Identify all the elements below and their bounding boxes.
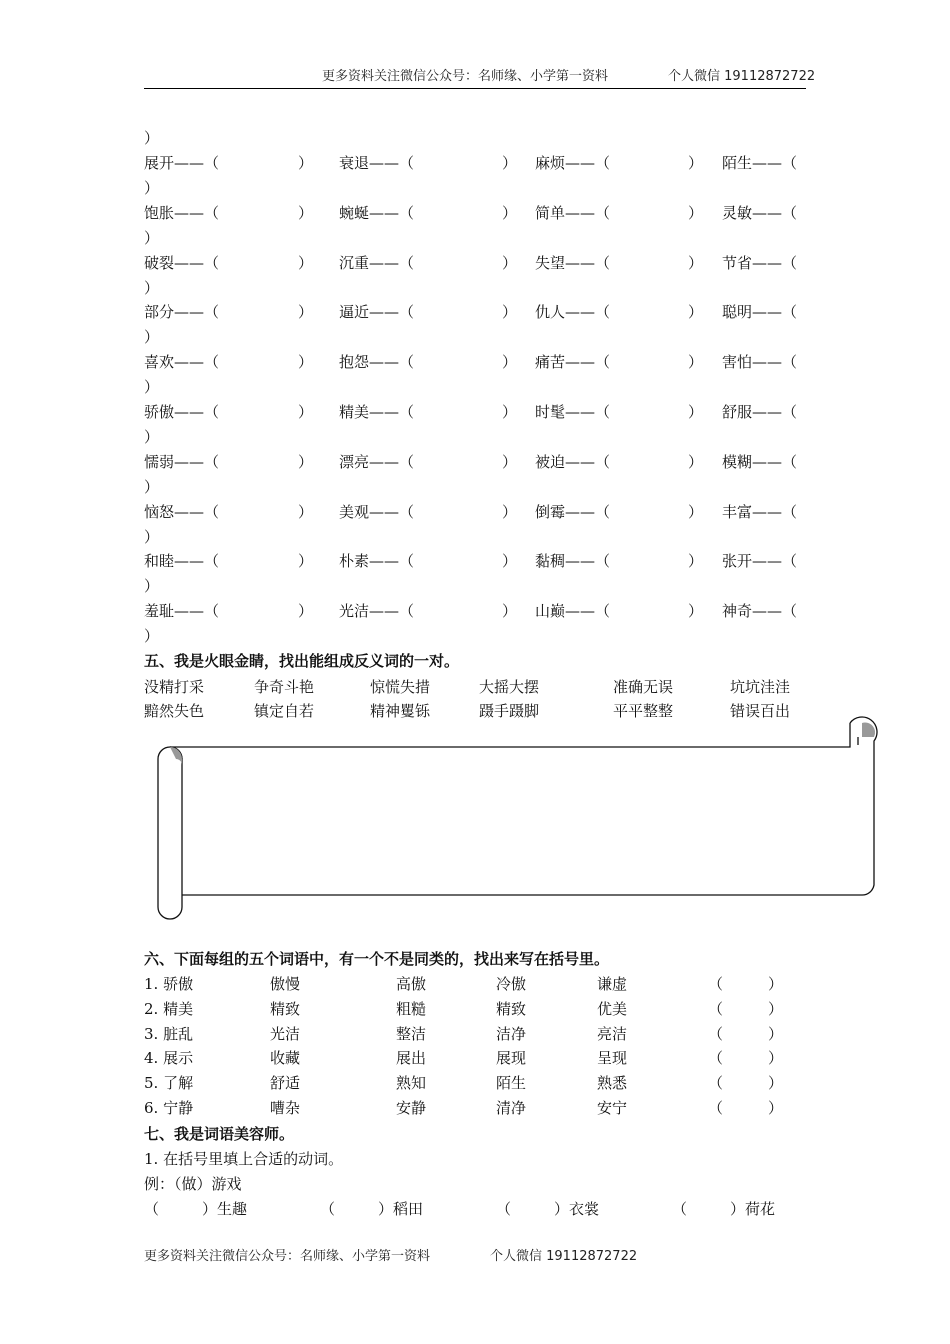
- close-paren: ）: [688, 353, 704, 372]
- open-paren: （: [708, 999, 724, 1018]
- scroll-answer-box: [150, 715, 880, 927]
- antonym-word: 痛苦——（: [535, 353, 611, 372]
- close-paren: ）: [688, 502, 704, 521]
- antonym-word: 时髦——（: [535, 403, 611, 421]
- header-rule: [144, 88, 806, 89]
- antonym-word: 沉重——（: [339, 253, 415, 272]
- group-word: 陌生: [496, 1074, 527, 1093]
- antonym-word: 抱怨——（: [339, 353, 415, 372]
- antonym-word: 光洁——（: [339, 602, 415, 621]
- group-word: 亮洁: [597, 1024, 628, 1043]
- antonym-word: 恼怒——（: [144, 502, 220, 521]
- idiom-word: 错误百出: [730, 702, 791, 720]
- antonym-word: 美观——（: [339, 502, 415, 521]
- section5-title: 五、我是火眼金睛，找出能组成反义词的一对。: [144, 652, 460, 670]
- antonym-word: 灵敏——（: [722, 203, 798, 222]
- close-paren: ）: [688, 602, 704, 621]
- group-word: 粗糙: [396, 999, 427, 1018]
- fill-item: （: [672, 1200, 688, 1218]
- fill-item: ）稻田: [378, 1200, 424, 1218]
- antonym-word: 神奇——（: [722, 602, 798, 621]
- antonym-word: 喜欢——（: [144, 353, 220, 372]
- close-paren: ）: [502, 403, 518, 421]
- antonym-word: 被迫——（: [535, 452, 611, 471]
- close-paren: ）: [298, 353, 314, 372]
- group-word: 冷傲: [496, 975, 527, 993]
- idiom-word: 黯然失色: [144, 702, 205, 720]
- close-paren: ）: [144, 278, 160, 297]
- idiom-word: 没精打采: [144, 678, 205, 696]
- group-word: 4. 展示: [144, 1049, 194, 1068]
- antonym-word: 朴素——（: [339, 552, 415, 571]
- group-word: 6. 宁静: [144, 1099, 194, 1117]
- close-paren: ）: [768, 1024, 784, 1043]
- close-paren: ）: [298, 253, 314, 272]
- close-paren: ）: [502, 253, 518, 272]
- section7-example: 例：（做）游戏: [144, 1175, 242, 1193]
- group-word: 高傲: [396, 975, 427, 993]
- close-paren: ）: [768, 1049, 784, 1068]
- close-paren: ）: [144, 328, 160, 347]
- group-word: 嘈杂: [270, 1099, 301, 1117]
- group-word: 清净: [496, 1099, 527, 1117]
- idiom-word: 精神矍铄: [370, 702, 431, 720]
- section6-title: 六、下面每组的五个词语中，有一个不是同类的，找出来写在括号里。: [144, 950, 610, 968]
- group-word: 呈现: [597, 1049, 628, 1068]
- antonym-word: 丰富——（: [722, 502, 798, 521]
- group-word: 2. 精美: [144, 999, 194, 1018]
- antonym-word: 张开——（: [722, 552, 798, 571]
- fill-item: ）生趣: [202, 1200, 248, 1218]
- close-paren: ）: [298, 602, 314, 621]
- close-paren: ）: [144, 378, 160, 397]
- close-paren: ）: [502, 303, 518, 322]
- close-paren: ）: [502, 154, 518, 172]
- group-word: 谦虚: [597, 975, 628, 993]
- antonym-word: 模糊——（: [722, 452, 798, 471]
- group-word: 安宁: [597, 1099, 628, 1117]
- group-word: 整洁: [396, 1024, 427, 1043]
- footer-text: 更多资料关注微信公众号：名师缘、小学第一资料: [144, 1249, 431, 1264]
- antonym-word: 衰退——（: [339, 154, 415, 172]
- antonym-word: 漂亮——（: [339, 452, 415, 471]
- antonym-word: 蜿蜒——（: [339, 203, 415, 222]
- group-word: 1. 骄傲: [144, 975, 194, 993]
- idiom-word: 镇定自若: [254, 702, 315, 720]
- open-paren: （: [708, 1049, 724, 1068]
- group-word: 3. 脏乱: [144, 1024, 194, 1043]
- open-paren: （: [708, 1099, 724, 1117]
- fill-item: ）衣裳: [554, 1200, 600, 1218]
- section7-title: 七、我是词语美容师。: [144, 1125, 295, 1143]
- idiom-word: 蹑手蹑脚: [479, 702, 540, 720]
- close-paren: ）: [688, 203, 704, 222]
- close-paren: ）: [502, 552, 518, 571]
- antonym-word: 骄傲——（: [144, 403, 220, 421]
- antonym-word: 仇人——（: [535, 303, 611, 322]
- close-paren: ）: [298, 452, 314, 471]
- antonym-word: 黏稠——（: [535, 552, 611, 571]
- antonym-word: 懦弱——（: [144, 452, 220, 471]
- header-text: 更多资料关注微信公众号：名师缘、小学第一资料: [322, 69, 609, 84]
- antonym-word: 破裂——（: [144, 253, 220, 272]
- header-wechat: 个人微信 19112872722: [668, 69, 816, 84]
- group-word: 洁净: [496, 1024, 527, 1043]
- antonym-word: 展开——（: [144, 154, 220, 172]
- idiom-word: 平平整整: [613, 702, 674, 720]
- close-paren: ）: [298, 154, 314, 172]
- close-paren: ）: [768, 1074, 784, 1093]
- antonym-word: 简单——（: [535, 203, 611, 222]
- section7-q1: 1. 在括号里填上合适的动词。: [144, 1150, 344, 1168]
- close-paren: ）: [298, 303, 314, 322]
- close-paren: ）: [144, 428, 160, 446]
- antonym-word: 害怕——（: [722, 353, 798, 372]
- antonym-word: 陌生——（: [722, 154, 798, 172]
- group-word: 精致: [496, 999, 527, 1018]
- close-paren: ）: [144, 179, 160, 197]
- close-paren: ）: [502, 203, 518, 222]
- antonym-word: 饱胀——（: [144, 203, 220, 222]
- open-paren: （: [708, 1074, 724, 1093]
- group-word: 傲慢: [270, 975, 301, 993]
- fill-item: （: [144, 1200, 160, 1218]
- close-paren: ）: [298, 552, 314, 571]
- antonym-word: 聪明——（: [722, 303, 798, 322]
- close-paren: ）: [298, 203, 314, 222]
- group-word: 熟悉: [597, 1074, 628, 1093]
- open-paren: （: [708, 1024, 724, 1043]
- antonym-word: 逼近——（: [339, 303, 415, 322]
- close-paren: ）: [768, 975, 784, 993]
- close-paren: ）: [688, 552, 704, 571]
- top-close-paren: ）: [144, 129, 160, 147]
- fill-item: （: [320, 1200, 336, 1218]
- group-word: 5. 了解: [144, 1074, 194, 1093]
- group-word: 优美: [597, 999, 628, 1018]
- group-word: 舒适: [270, 1074, 301, 1093]
- close-paren: ）: [502, 353, 518, 372]
- antonym-word: 节省——（: [722, 253, 798, 272]
- group-word: 熟知: [396, 1074, 427, 1093]
- antonym-word: 羞耻——（: [144, 602, 220, 621]
- close-paren: ）: [688, 403, 704, 421]
- antonym-word: 精美——（: [339, 403, 415, 421]
- close-paren: ）: [144, 228, 160, 247]
- close-paren: ）: [768, 1099, 784, 1117]
- idiom-word: 惊慌失措: [370, 678, 431, 696]
- close-paren: ）: [502, 602, 518, 621]
- close-paren: ）: [688, 303, 704, 322]
- close-paren: ）: [768, 999, 784, 1018]
- close-paren: ）: [688, 253, 704, 272]
- idiom-word: 准确无误: [613, 678, 674, 696]
- close-paren: ）: [144, 577, 160, 596]
- antonym-word: 失望——（: [535, 253, 611, 272]
- group-word: 安静: [396, 1099, 427, 1117]
- close-paren: ）: [144, 477, 160, 496]
- group-word: 收藏: [270, 1049, 301, 1068]
- close-paren: ）: [502, 452, 518, 471]
- idiom-word: 大摇大摆: [479, 678, 540, 696]
- close-paren: ）: [688, 452, 704, 471]
- antonym-word: 部分——（: [144, 303, 220, 322]
- antonym-word: 倒霉——（: [535, 502, 611, 521]
- fill-item: （: [496, 1200, 512, 1218]
- antonym-word: 山巅——（: [535, 602, 611, 621]
- close-paren: ）: [144, 527, 160, 546]
- idiom-word: 争奇斗艳: [254, 678, 315, 696]
- fill-item: ）荷花: [730, 1200, 776, 1218]
- close-paren: ）: [144, 627, 160, 646]
- close-paren: ）: [502, 502, 518, 521]
- open-paren: （: [708, 975, 724, 993]
- group-word: 展现: [496, 1049, 527, 1068]
- close-paren: ）: [298, 403, 314, 421]
- antonym-word: 舒服——（: [722, 403, 798, 421]
- close-paren: ）: [298, 502, 314, 521]
- idiom-word: 坑坑洼洼: [730, 678, 791, 696]
- group-word: 展出: [396, 1049, 427, 1068]
- antonym-word: 和睦——（: [144, 552, 220, 571]
- close-paren: ）: [688, 154, 704, 172]
- group-word: 精致: [270, 999, 301, 1018]
- footer-wechat: 个人微信 19112872722: [490, 1249, 638, 1264]
- antonym-word: 麻烦——（: [535, 154, 611, 172]
- group-word: 光洁: [270, 1024, 301, 1043]
